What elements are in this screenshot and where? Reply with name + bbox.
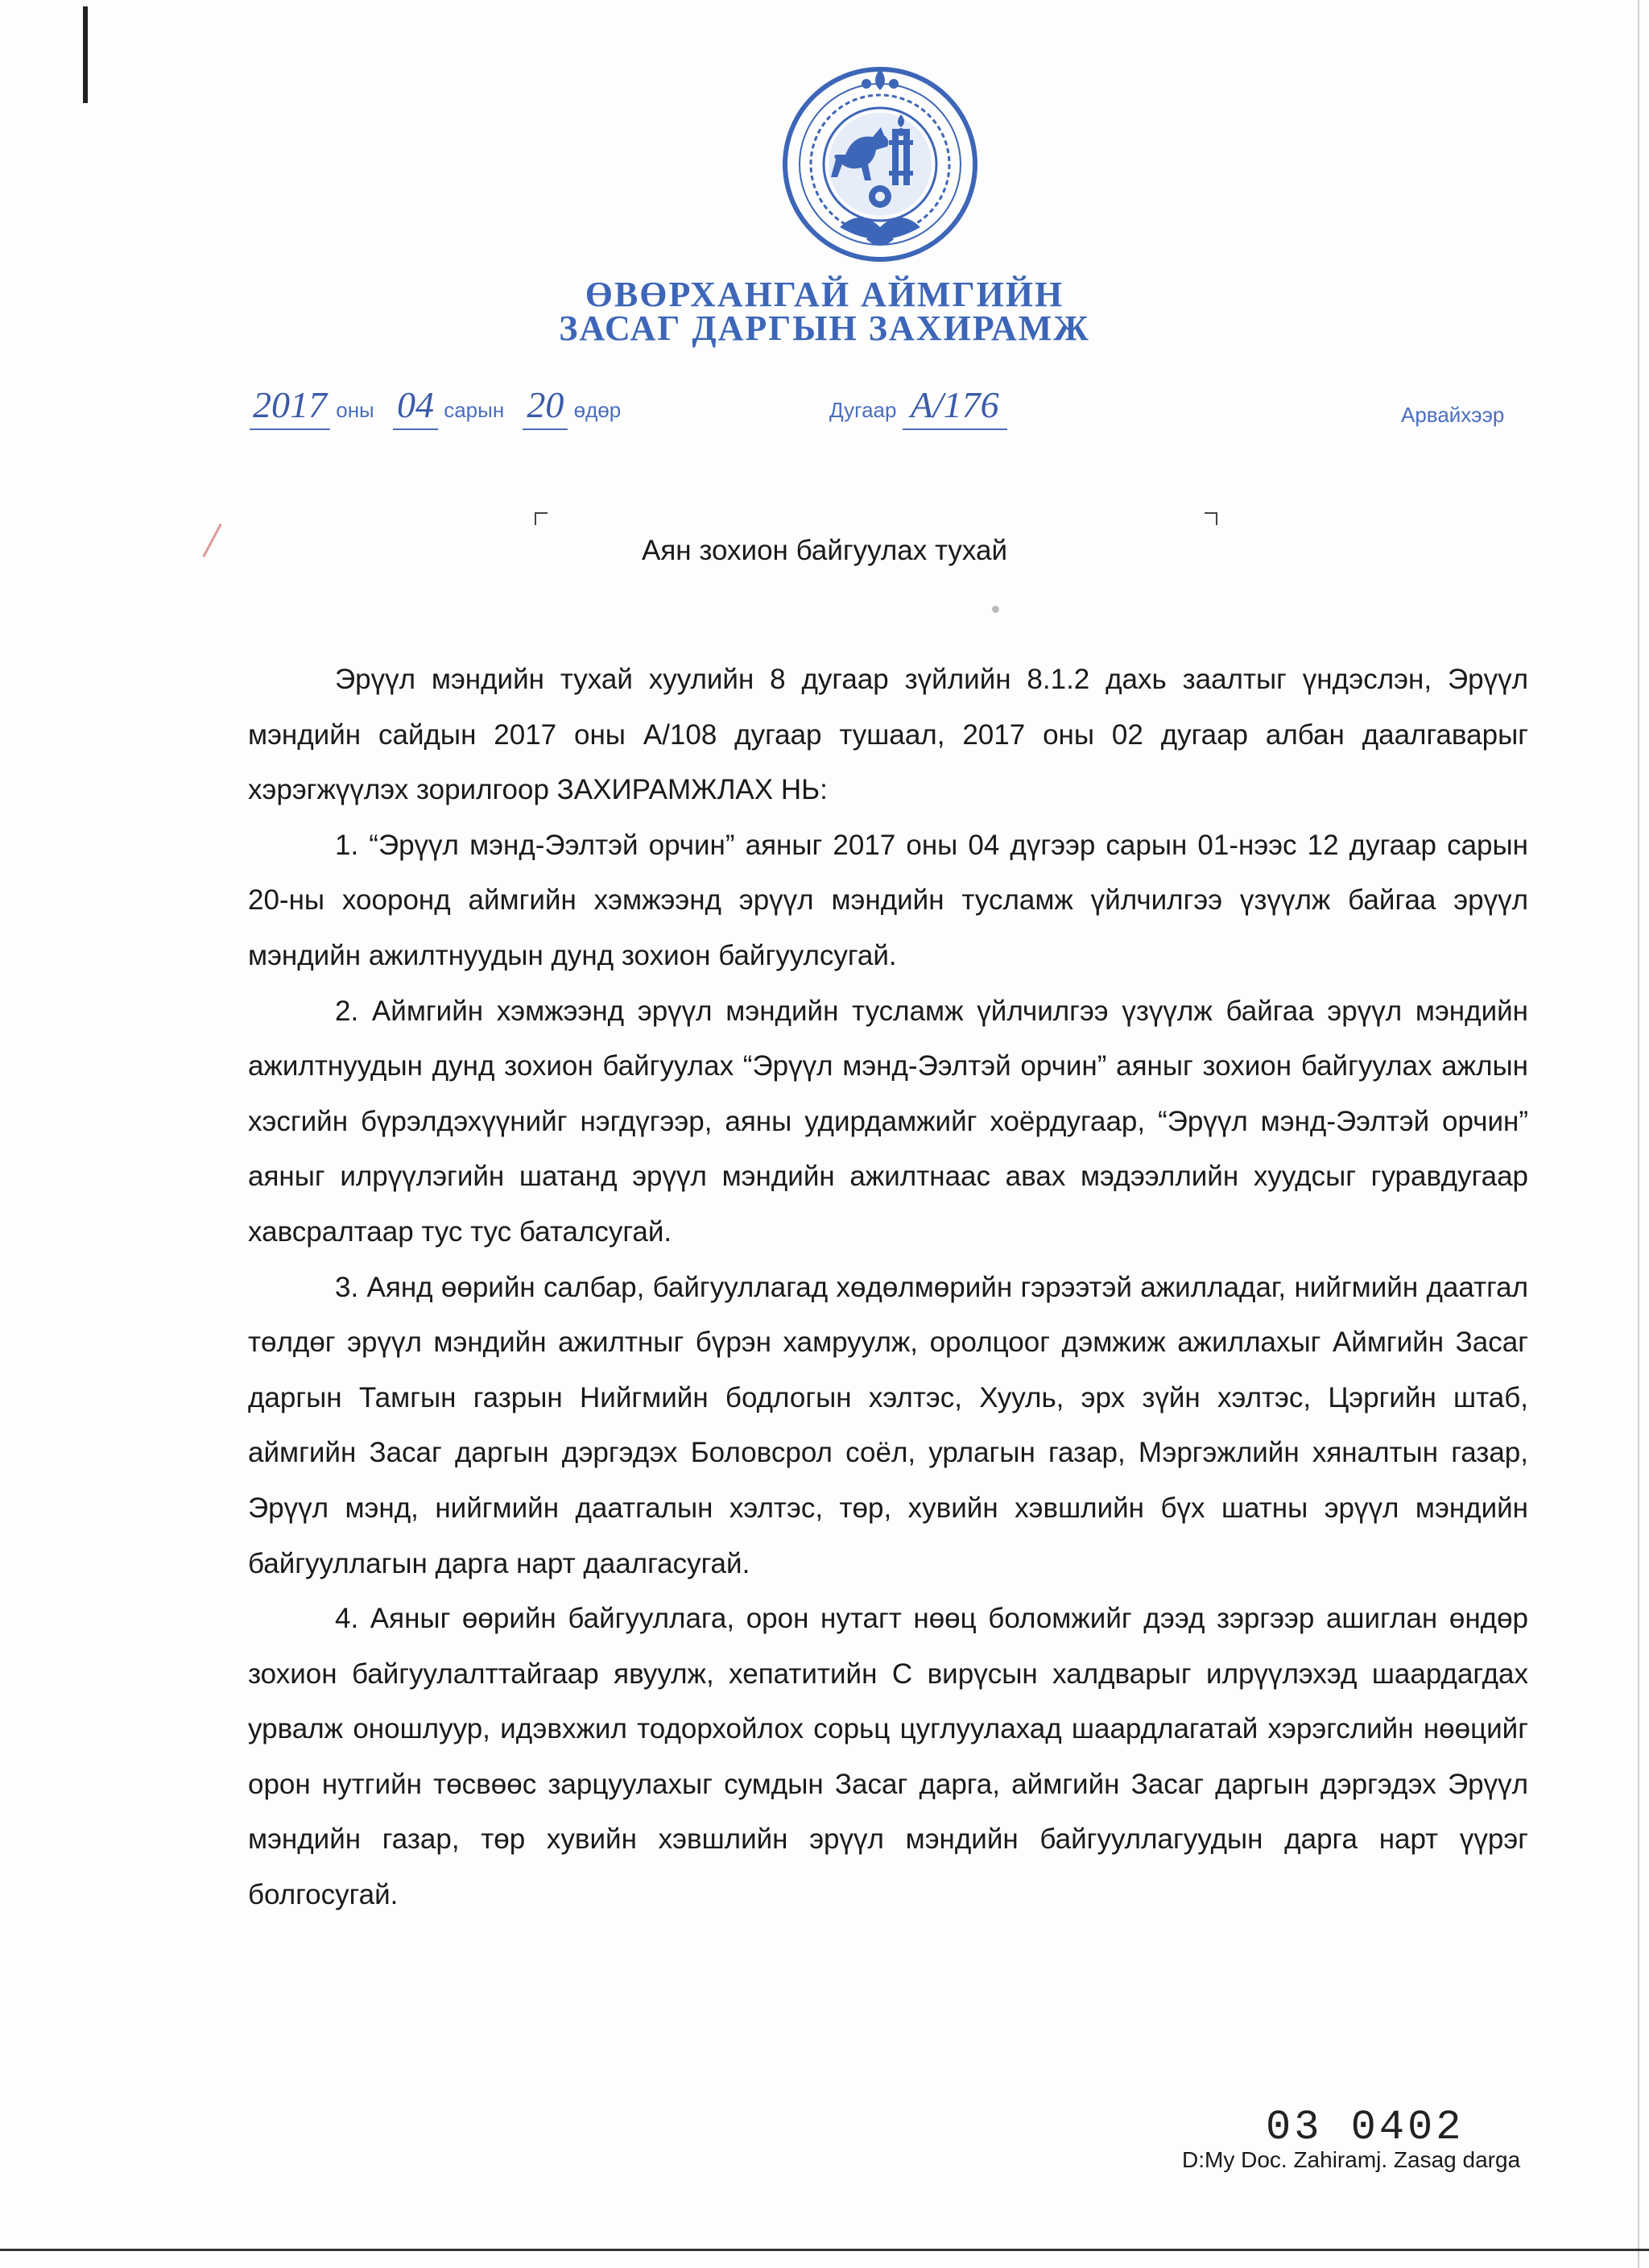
- date-day: 20: [527, 384, 564, 425]
- document-place: Арвайхээр: [1401, 403, 1505, 427]
- document-number: [829, 384, 1007, 430]
- document-subject: Аян зохион байгуулах тухай: [641, 535, 1008, 566]
- scan-edge-bottom: [0, 2249, 1649, 2251]
- letterhead-title: ӨВӨРХАНГАЙ АЙМГИЙН: [585, 275, 1064, 314]
- clause-4: 4. Аяныг өөрийн байгууллага, орон нутагт нөөц боломжийг дээд зэргээр ашиглан өндөр зохион байгуулалттайгаар явуулж, хепатитийн С вирүсын халдварыг илрүүлэхэд шаардагдах урвалж оношлуур, идэвхжил тодорхойлох сорьц цуглуулахад шаардлагатай хэрэгслийн нөөцийг орон нутгийн төсвөөс зарцуулахыг сумдын Засаг дарга, аймгийн Засаг даргын дэргэдэх Эрүүл мэндийн газар, төр хувийн хэвшлийн эрүүл мэндийн байгууллагуудын дарга нарт үүрэг болгосугай.: [248, 1603, 1528, 1911]
- subject-bracket-right: [1205, 512, 1217, 525]
- scan-dot: [992, 606, 999, 613]
- clause-2: 2. Аймгийн хэмжээнд эрүүл мэндийн тусламж үйлчилгээ үзүүлж байгаа эрүүл мэндийн ажилтнуудын дунд зохион байгуулах “Эрүүл мэнд-Ээлтэй орчин” аяныг зохион байгуулах ажлын хэсгийн бүрэлдэхүүнийг нэгдүгээр, аяны удирдамжийг хоёрдугаар, “Эрүүл мэнд-Ээлтэй орчин” аяныг илрүүлэгийн шатанд эрүүл мэндийн ажилтнаас авах мэдээллийн хуудсыг гуравдугаар хавсралтаар тус тус баталсугай.: [248, 995, 1528, 1248]
- clause-3: 3. Аянд өөрийн салбар, байгууллагад хөдөлмөрийн гэрээтэй ажилладаг, нийгмийн даатгал төлдөг эрүүл мэндийн ажилтныг бүрэн хамруулж, оролцоог дэмжиж ажиллахыг Аймгийн Засаг даргын Тамгын газрын Нийгмийн бодлогын хэлтэс, Хууль, эрх зүйн хэлтэс, Цэргийн штаб, аймгийн Засаг даргын дэргэдэх Боловсрол соёл, урлагын газар, Мэргэжлийн хяналтын газар, Эрүүл мэнд, нийгмийн даатгалын хэлтэс, төр, хувийн хэвшлийн бүх шатны эрүүл мэндийн байгууллагын дарга нарт даалгасугай.: [248, 1271, 1528, 1579]
- subject-bracket-left: [535, 512, 548, 525]
- scan-mark: [83, 6, 88, 103]
- registration-stamp: 03 0402: [1266, 2104, 1465, 2151]
- number-label: Дугаар: [829, 398, 897, 422]
- number-value: А/176: [910, 384, 999, 425]
- clause-1: 1. “Эрүүл мэнд-Ээлтэй орчин” аяныг 2017 оны 04 дүгээр сарын 01-нээс 12 дугаар сарын 20-ны хооронд аймгийн хэмжээнд эрүүл мэндийн тусламж үйлчилгээ үзүүлж байгаа эрүүл мэндийн ажилтнуудын дунд зохион байгуулсугай.: [248, 829, 1528, 971]
- preamble-paragraph: Эрүүл мэндийн тухай хуулийн 8 дугаар зүйлийн 8.1.2 дахь заалтыг үндэслэн, Эрүүл мэндийн сайдын 2017 оны А/108 дугаар тушаал, 2017 оны 02 дугаар албан даалгаварыг хэрэгжүүлэх зорилгоор ЗАХИРАМЖЛАХ НЬ:: [248, 664, 1528, 806]
- date-year: 2017: [253, 384, 327, 425]
- date-month-label: сарын: [444, 398, 505, 422]
- document-body: [248, 652, 1528, 1923]
- document-date: [250, 384, 622, 430]
- date-day-label: өдөр: [573, 398, 622, 422]
- date-year-label: оны: [336, 398, 374, 422]
- date-month: 04: [396, 384, 434, 425]
- letterhead-subtitle: ЗАСАГ ДАРГЫН ЗАХИРАМЖ: [559, 308, 1090, 348]
- state-emblem-icon: [771, 58, 989, 275]
- file-path: D:My Doc. Zahiramj. Zasag darga: [1182, 2147, 1521, 2172]
